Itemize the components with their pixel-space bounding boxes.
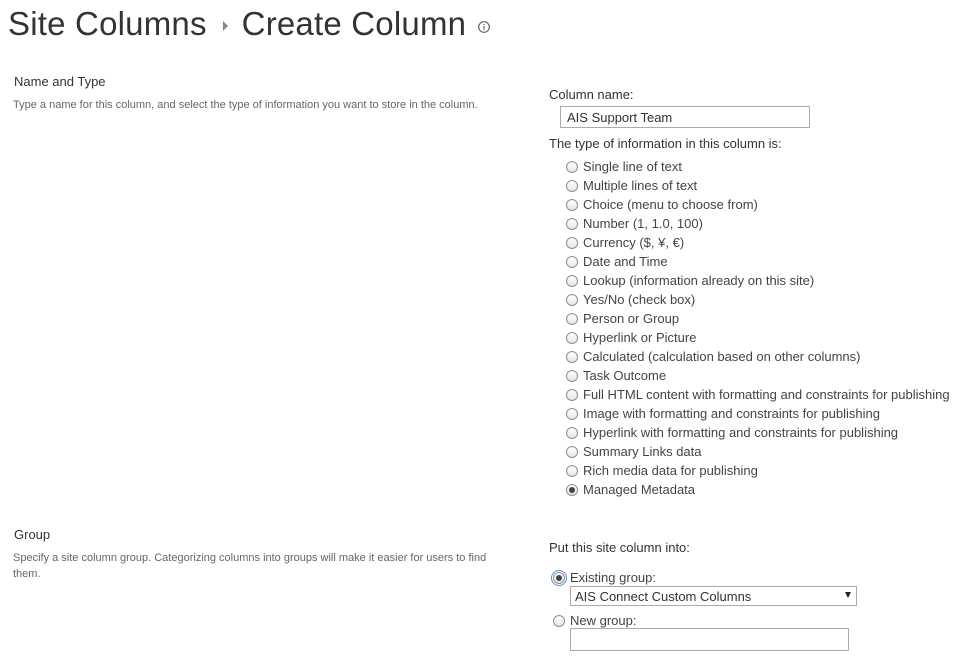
page-title: Create Column	[241, 5, 467, 42]
column-type-radio[interactable]	[566, 427, 578, 439]
column-type-option[interactable]	[566, 442, 950, 461]
column-type-label: Image with formatting and constraints for publishing	[583, 406, 880, 421]
column-type-radio[interactable]	[566, 389, 578, 401]
existing-group-select[interactable]	[570, 586, 857, 606]
column-type-option[interactable]	[566, 366, 950, 385]
column-type-radio[interactable]	[566, 294, 578, 306]
column-type-label: Hyperlink with formatting and constraints for publishing	[583, 425, 899, 440]
column-type-radio[interactable]	[566, 370, 578, 382]
column-type-radio[interactable]	[566, 161, 578, 173]
column-type-label: Person or Group	[583, 311, 680, 326]
column-name-label: Column name:	[549, 87, 634, 102]
column-type-radio[interactable]	[566, 218, 578, 230]
column-type-radio-list	[566, 157, 950, 499]
column-type-option[interactable]	[566, 271, 950, 290]
column-type-label: Choice (menu to choose from)	[583, 197, 758, 212]
column-type-option[interactable]	[566, 309, 950, 328]
column-type-label: Lookup (information already on this site)	[583, 273, 815, 288]
existing-group-label: Existing group:	[570, 570, 656, 585]
column-type-option[interactable]	[566, 252, 950, 271]
name-and-type-description: Type a name for this column, and select the type of information you want to store in the column.	[13, 99, 478, 111]
column-type-radio[interactable]	[566, 408, 578, 420]
page-header	[8, 2, 490, 46]
column-type-option[interactable]	[566, 214, 950, 233]
column-type-radio[interactable]	[566, 313, 578, 325]
column-type-label: Task Outcome	[583, 368, 667, 383]
column-type-option[interactable]	[566, 233, 950, 252]
new-group-radio[interactable]	[553, 615, 565, 627]
column-type-radio[interactable]	[566, 275, 578, 287]
column-type-label: Hyperlink or Picture	[583, 330, 697, 345]
new-group-input[interactable]	[570, 628, 849, 651]
column-type-option[interactable]	[566, 347, 950, 366]
breadcrumb-site-columns[interactable]: Site Columns	[8, 5, 207, 42]
column-type-option[interactable]	[566, 195, 950, 214]
column-type-radio[interactable]	[566, 484, 578, 496]
column-type-option[interactable]	[566, 461, 950, 480]
existing-group-option[interactable]	[553, 570, 656, 585]
new-group-label: New group:	[570, 613, 637, 628]
column-type-radio[interactable]	[566, 332, 578, 344]
column-type-radio[interactable]	[566, 465, 578, 477]
column-type-option[interactable]	[566, 176, 950, 195]
column-type-label: Single line of text	[583, 159, 683, 174]
column-type-radio[interactable]	[566, 237, 578, 249]
column-type-option[interactable]	[566, 290, 950, 309]
column-type-label: Summary Links data	[583, 444, 702, 459]
column-type-label: Managed Metadata	[583, 482, 696, 497]
column-type-label: Yes/No (check box)	[583, 292, 696, 307]
info-circle-icon[interactable]	[478, 21, 490, 33]
put-into-label: Put this site column into:	[549, 540, 690, 555]
existing-group-selected-value: AIS Connect Custom Columns	[575, 588, 752, 604]
column-type-option[interactable]	[566, 480, 950, 499]
column-type-option[interactable]	[566, 328, 950, 347]
group-description: Specify a site column group. Categorizing columns into groups will make it easier for users to find them.	[13, 552, 487, 580]
column-type-label: Rich media data for publishing	[583, 463, 758, 478]
column-name-input[interactable]	[560, 106, 810, 128]
column-type-option[interactable]	[566, 385, 950, 404]
column-type-option[interactable]	[566, 157, 950, 176]
column-type-label: Date and Time	[583, 254, 668, 269]
column-type-radio[interactable]	[566, 199, 578, 211]
breadcrumb-separator-icon	[223, 21, 228, 31]
chevron-down-icon	[845, 592, 851, 598]
column-type-option[interactable]	[566, 404, 950, 423]
column-type-option[interactable]	[566, 423, 950, 442]
new-group-option[interactable]	[553, 613, 636, 628]
existing-group-radio[interactable]	[553, 572, 565, 584]
column-type-label: Currency ($, ¥, €)	[583, 235, 685, 250]
column-type-label: Calculated (calculation based on other columns)	[583, 349, 861, 364]
group-section-title: Group	[14, 527, 51, 542]
name-and-type-section-title: Name and Type	[14, 74, 106, 89]
column-type-radio[interactable]	[566, 180, 578, 192]
column-type-label: Number (1, 1.0, 100)	[583, 216, 703, 231]
column-type-radio[interactable]	[566, 446, 578, 458]
column-type-radio[interactable]	[566, 351, 578, 363]
column-type-label: The type of information in this column is:	[549, 136, 782, 151]
column-type-label: Full HTML content with formatting and constraints for publishing	[583, 387, 950, 402]
column-type-radio[interactable]	[566, 256, 578, 268]
column-type-label: Multiple lines of text	[583, 178, 698, 193]
